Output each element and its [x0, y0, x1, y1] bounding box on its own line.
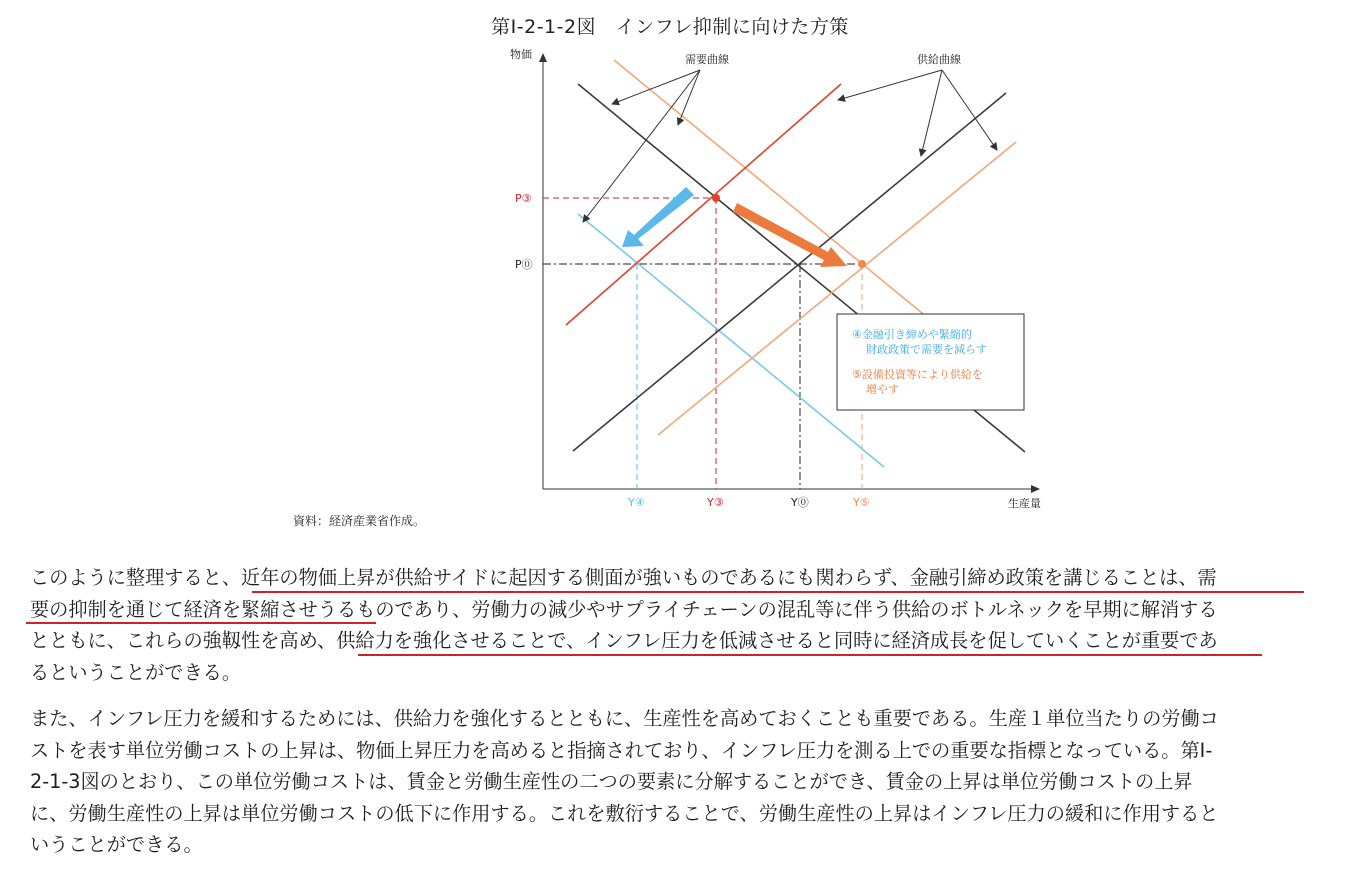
- supply-label-leader: [921, 70, 942, 156]
- x-axis-label: 生産量: [1008, 497, 1041, 510]
- paragraph-line: 要の抑制を通じて経済を緊縮させうるものであり、労働力の減少やサプライチェーンの混乱等に伴う供給のボトルネックを早期に解消する: [30, 597, 1218, 621]
- paragraph-2: [30, 703, 1320, 861]
- paragraph-line: に、労働生産性の上昇は単位労働コストの低下に作用する。これを敷衍することで、労働生産性の上昇はインフレ圧力の緩和に作用すると: [30, 801, 1219, 825]
- paragraph-line: また、インフレ圧力を緩和するためには、供給力を強化するとともに、生産性を高めておくことも重要である。生産１単位当たりの労働コ: [30, 707, 1219, 730]
- supply-curve-reduced: [566, 84, 841, 325]
- paragraph-line: いうことができる。: [30, 833, 203, 856]
- legend-item-4-line2: 財政政策で需要を減らす: [866, 343, 987, 356]
- price-label-p3: P③: [515, 192, 532, 205]
- y-axis-label: 物価: [510, 48, 532, 61]
- legend-item-5-line2: 増やす: [866, 383, 899, 396]
- paragraph-line: るということができる。: [30, 660, 242, 684]
- paragraph-1: [30, 562, 1320, 688]
- quantity-label-y0: Y⓪: [791, 496, 809, 509]
- paragraph-line: 2-1-3図のとおり、この単位労働コストは、賃金と労働生産性の二つの要素に分解することができ、賃金の上昇は単位労働コストの上昇: [30, 770, 1193, 793]
- y-axis-arrow-icon: [539, 53, 547, 62]
- quantity-label-y4: Y④: [628, 496, 645, 509]
- legend-item-4-line1: ④金融引き締めや緊縮的: [852, 328, 972, 341]
- supply-label-leader: [838, 70, 942, 100]
- price-label-p0: P⓪: [515, 258, 533, 271]
- demand-curve-label: 需要曲線: [685, 53, 729, 66]
- figure-source: 資料：経済産業省作成。: [293, 514, 426, 528]
- x-axis-arrow-icon: [1031, 485, 1040, 493]
- paragraph-line: とともに、これらの強靱性を高め、供給力を強化させることで、インフレ圧力を低減させると同時に経済成長を促していくことが重要であ: [30, 629, 1218, 652]
- equilibrium-point-3: [712, 194, 720, 202]
- supply-shift-arrow-icon: [733, 203, 847, 267]
- figure-title: 第Ⅰ-2-1-2図 インフレ抑制に向けた方策: [491, 16, 849, 38]
- supply-curve-label: 供給曲線: [917, 53, 961, 66]
- paragraph-line: ストを表す単位労働コストの上昇は、物価上昇圧力を高めると指摘されており、インフレ圧力を測る上での重要な指標となっている。第Ⅰ-: [30, 738, 1213, 762]
- legend-item-5-line1: ⑤設備投資等により供給を: [852, 368, 983, 381]
- demand-label-leader: [678, 70, 700, 125]
- demand-shift-arrow-icon: [622, 187, 694, 247]
- paragraph-line: このように整理すると、近年の物価上昇が供給サイドに起因する側面が強いものであるにも関わらず、金融引締め政策を講じることは、需: [30, 566, 1217, 589]
- quantity-label-y3: Y③: [707, 496, 724, 509]
- quantity-label-y5: Y⑤: [853, 496, 870, 509]
- equilibrium-point-5: [858, 260, 866, 268]
- demand-curve-raised: [614, 60, 928, 318]
- supply-label-leader: [942, 70, 997, 150]
